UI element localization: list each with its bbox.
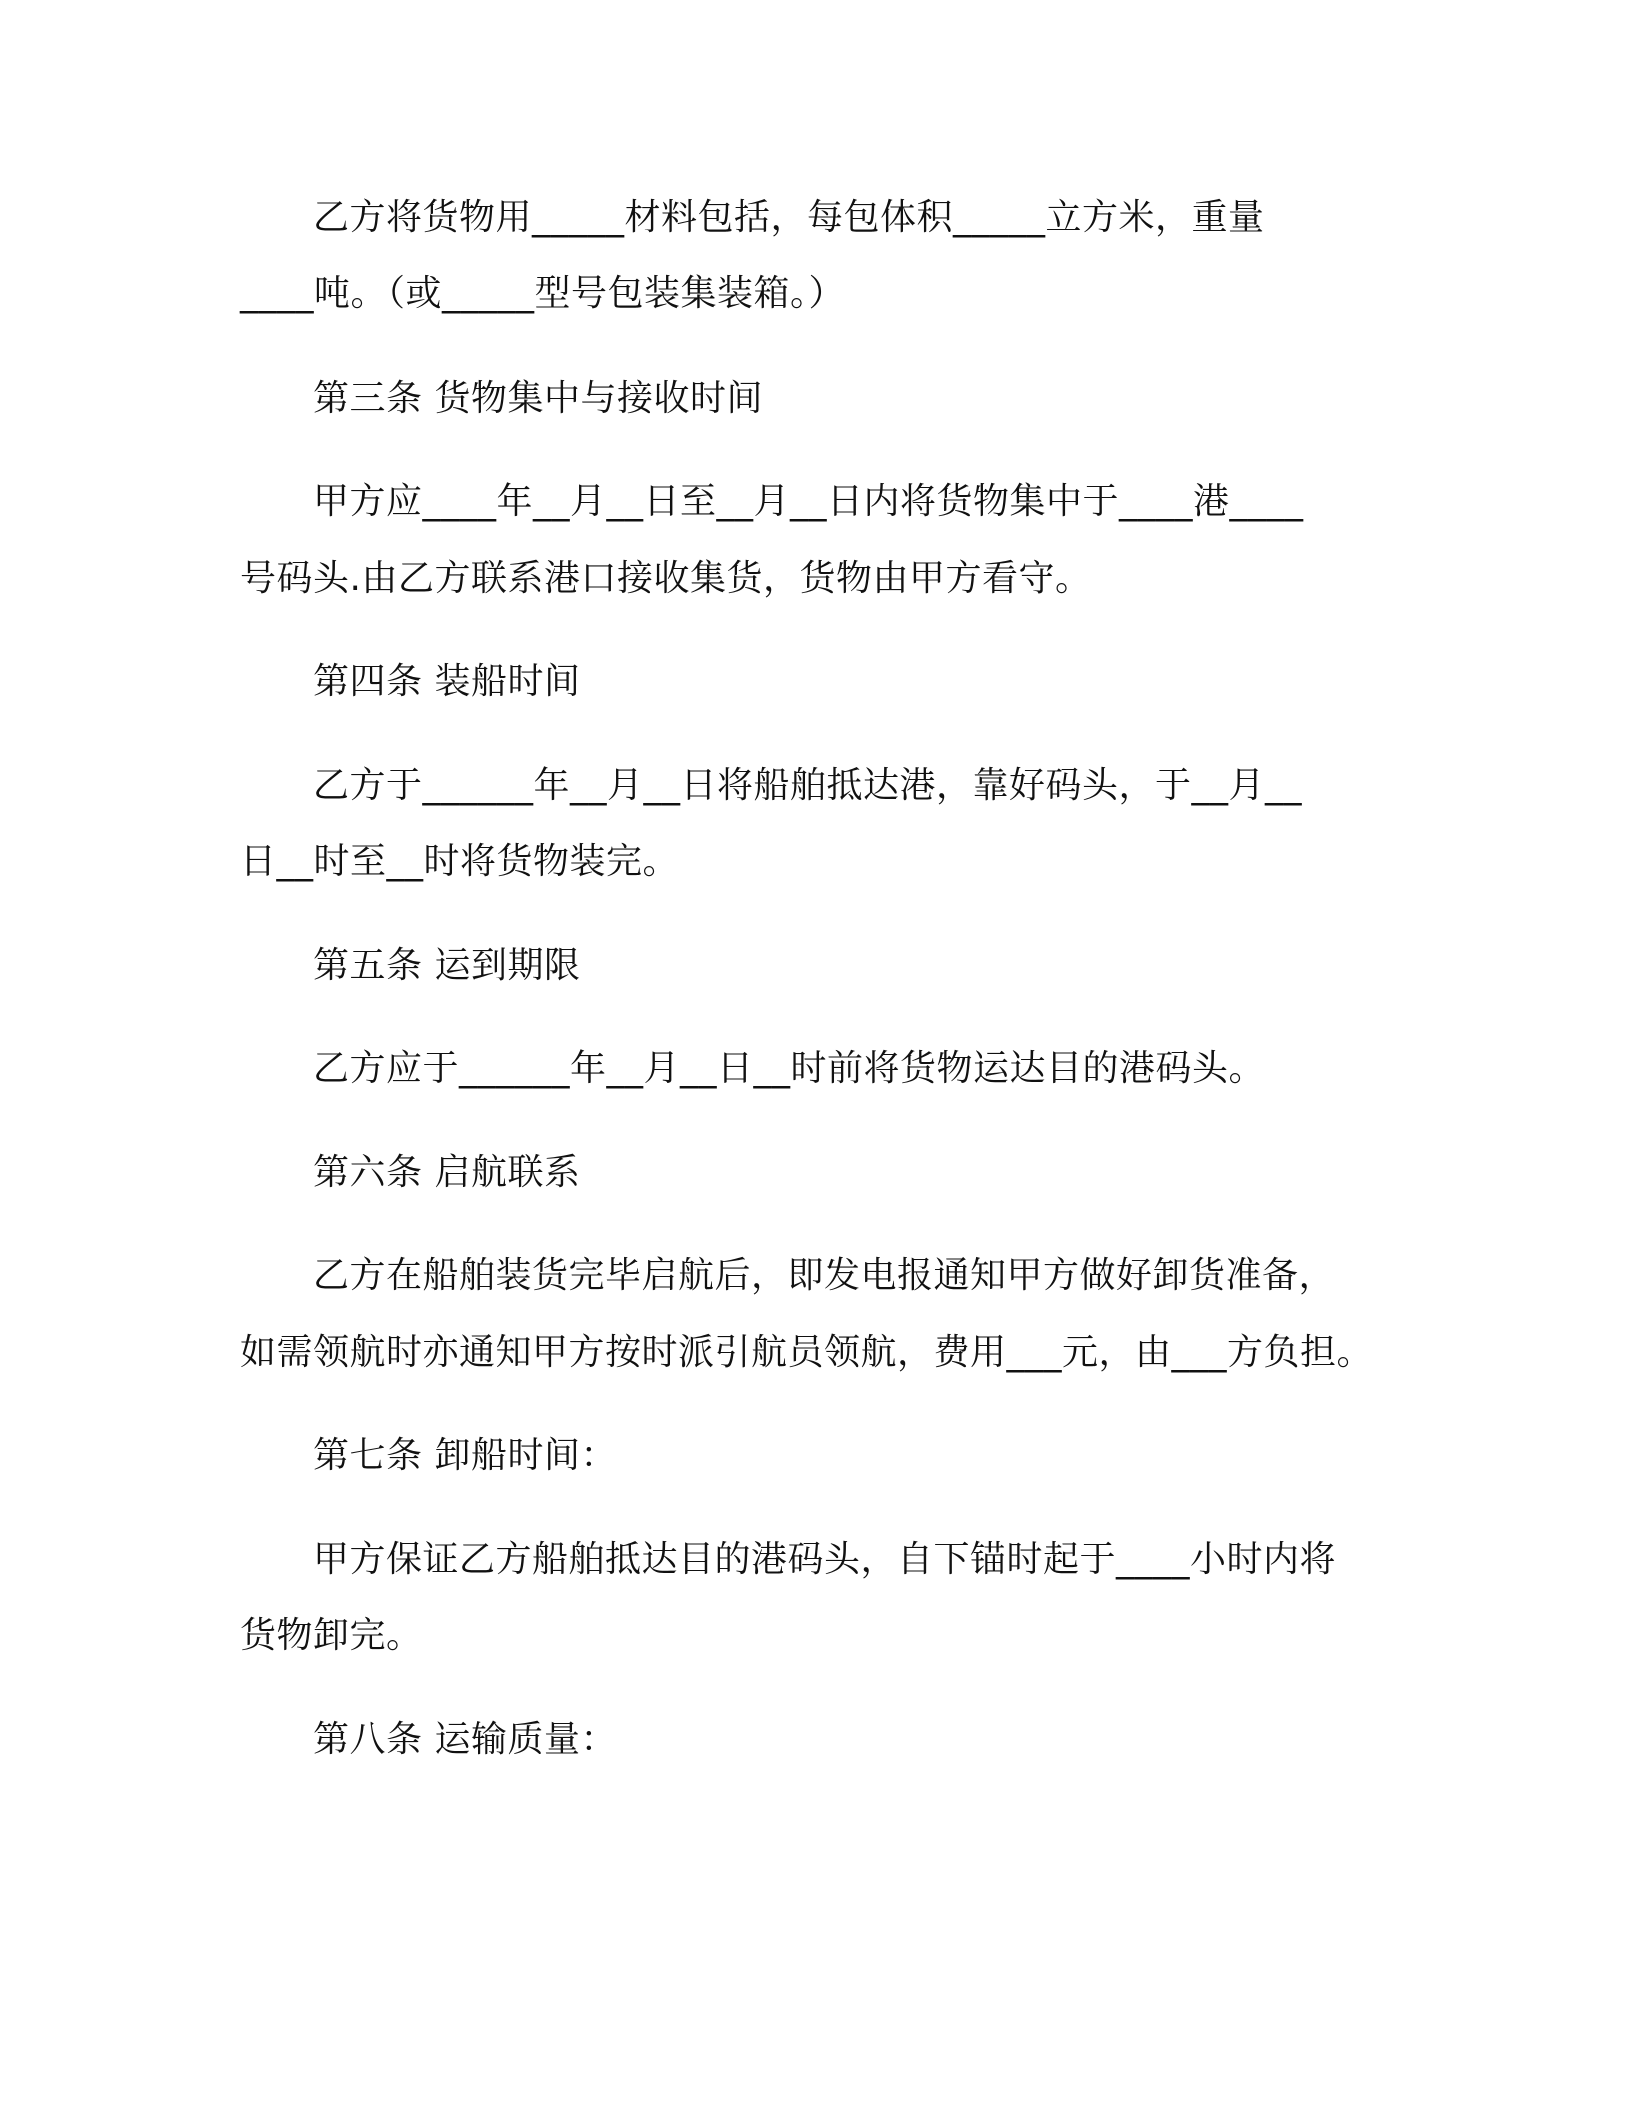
article-7-heading: 第七条 卸船时间： (313, 1435, 617, 1476)
article-7-text-line-1: 甲方保证乙方船舶抵达目的港码头，自下锚时起于____小时内将 (313, 1539, 1337, 1580)
article-5-heading: 第五条 运到期限 (313, 945, 581, 986)
article-6-heading: 第六条 启航联系 (313, 1152, 581, 1193)
clause-packing-line-1: 乙方将货物用_____材料包括，每包体积_____立方米，重量 (313, 197, 1265, 238)
article-4-text-line-2: 日__时至__时将货物装完。 (240, 841, 680, 882)
article-8-heading: 第八条 运输质量： (313, 1719, 617, 1760)
article-3-text-line-1: 甲方应____年__月__日至__月__日内将货物集中于____港____ (313, 481, 1304, 522)
article-5-text: 乙方应于______年__月__日__时前将货物运达目的港码头。 (313, 1048, 1266, 1089)
article-3-text-line-2: 号码头.由乙方联系港口接收集货，货物由甲方看守。 (240, 558, 1092, 599)
article-7-text-line-2: 货物卸完。 (240, 1615, 423, 1656)
clause-packing-line-2: ____吨。（或_____型号包装集装箱。） (240, 273, 846, 314)
article-6-text-line-2: 如需领航时亦通知甲方按时派引航员领航，费用___元，由___方负担。 (240, 1332, 1374, 1373)
article-4-text-line-1: 乙方于______年__月__日将船舶抵达港，靠好码头，于__月__ (313, 765, 1303, 806)
article-6-text-line-1: 乙方在船舶装货完毕启航后，即发电报通知甲方做好卸货准备， (313, 1255, 1336, 1296)
article-4-heading: 第四条 装船时间 (313, 661, 581, 702)
article-3-heading: 第三条 货物集中与接收时间 (313, 378, 763, 419)
